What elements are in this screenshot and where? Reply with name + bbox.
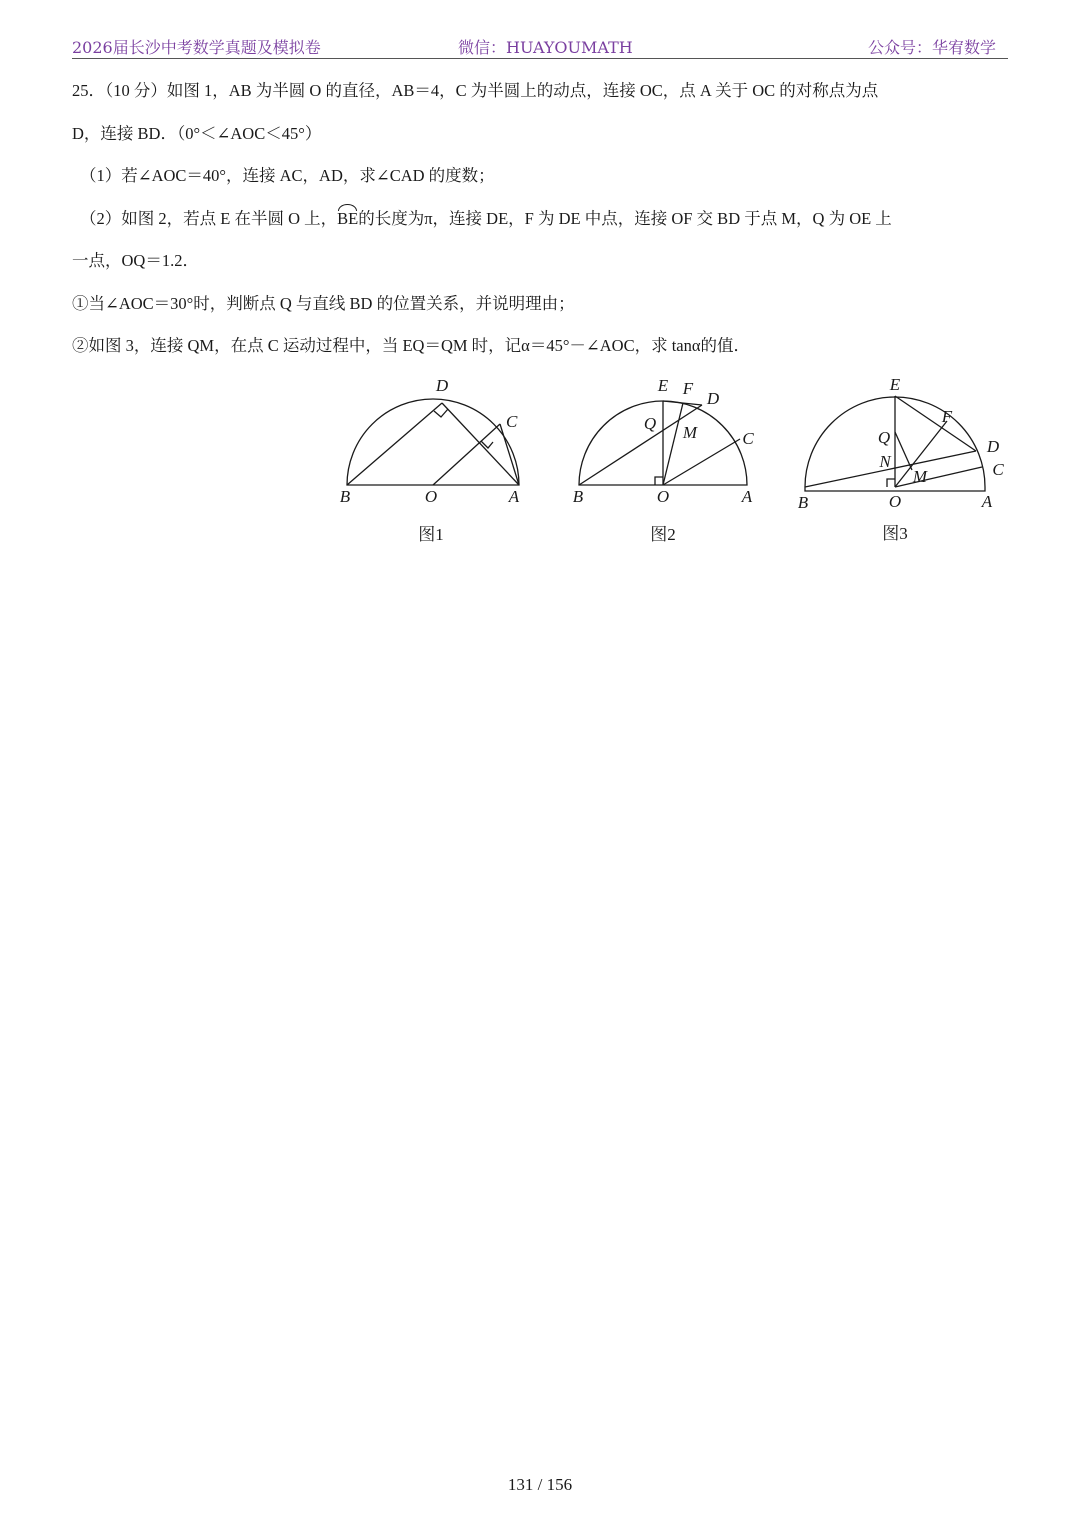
point-b-label: B: [797, 493, 809, 512]
page-number: 131 / 156: [507, 1475, 573, 1494]
point-c-label: C: [506, 412, 518, 431]
question-2-part2: ②如图 3，连接 QM，在点 C 运动过程中，当 EQ＝QM 时，记α＝45°－∠AOC，求 tanα的值．: [72, 336, 751, 355]
point-o-label: O: [888, 492, 902, 511]
point-m-label: M: [682, 423, 698, 442]
point-a-label: A: [981, 492, 993, 511]
point-q-label: Q: [643, 414, 657, 433]
point-f-label: F: [682, 379, 694, 398]
arc-be: BE: [337, 198, 358, 241]
figure-2-caption: 图2: [650, 525, 676, 544]
problem-25: [72, 70, 1012, 368]
figure-3-caption: 图3: [882, 524, 908, 543]
question-1: （1）若∠AOC＝40°，连接 AC，AD，求∠CAD 的度数；: [80, 166, 495, 185]
problem-statement-line1: 25．（10 分）如图 1，AB 为半圆 O 的直径，AB＝4，C 为半圆上的动点，连接 OC，点 A 关于 OC 的对称点为点: [72, 81, 879, 100]
figure-3: [795, 372, 1025, 557]
figure-1-caption: 图1: [418, 525, 444, 544]
point-m-label: M: [912, 467, 928, 486]
point-c-label: C: [742, 429, 754, 448]
point-d-label: D: [986, 437, 1000, 456]
header-title: 2026届长沙中考数学真题及模拟卷: [72, 38, 321, 57]
point-e-label: E: [889, 375, 901, 394]
point-o-label: O: [424, 487, 438, 506]
figure-2: [565, 372, 765, 557]
question-2-suffix: 的长度为π，连接 DE，F 为 DE 中点，连接 OF 交 BD 于点 M，Q 为 OE 上: [358, 208, 892, 228]
page-header: [72, 32, 1008, 59]
point-e-label: E: [657, 376, 669, 395]
question-2: [72, 198, 1012, 241]
header-account: 公众号：华宥数学: [867, 38, 996, 57]
point-b-label: B: [339, 487, 351, 506]
point-n-label: N: [879, 452, 891, 471]
problem-statement-line2: D，连接 BD．（0°＜∠AOC＜45°）: [72, 123, 322, 143]
figures: [330, 372, 1020, 557]
question-2-line2: 一点，OQ＝1.2．: [72, 251, 199, 270]
point-d-label: D: [706, 389, 720, 408]
point-a-label: A: [741, 487, 753, 506]
question-2-part1: ①当∠AOC＝30°时，判断点 Q 与直线 BD 的位置关系，并说明理由；: [72, 293, 575, 313]
point-q-label: Q: [877, 428, 891, 447]
point-d-label: D: [435, 376, 449, 395]
point-f-label: F: [941, 407, 953, 426]
point-o-label: O: [656, 487, 670, 506]
point-c-label: C: [992, 460, 1004, 479]
question-2-prefix: （2）如图 2，若点 E 在半圆 O 上，: [80, 208, 338, 228]
figure-1: [330, 372, 540, 557]
header-wechat: 微信：HUAYOUMATH: [458, 38, 633, 57]
point-b-label: B: [572, 487, 584, 506]
point-a-label: A: [508, 487, 520, 506]
